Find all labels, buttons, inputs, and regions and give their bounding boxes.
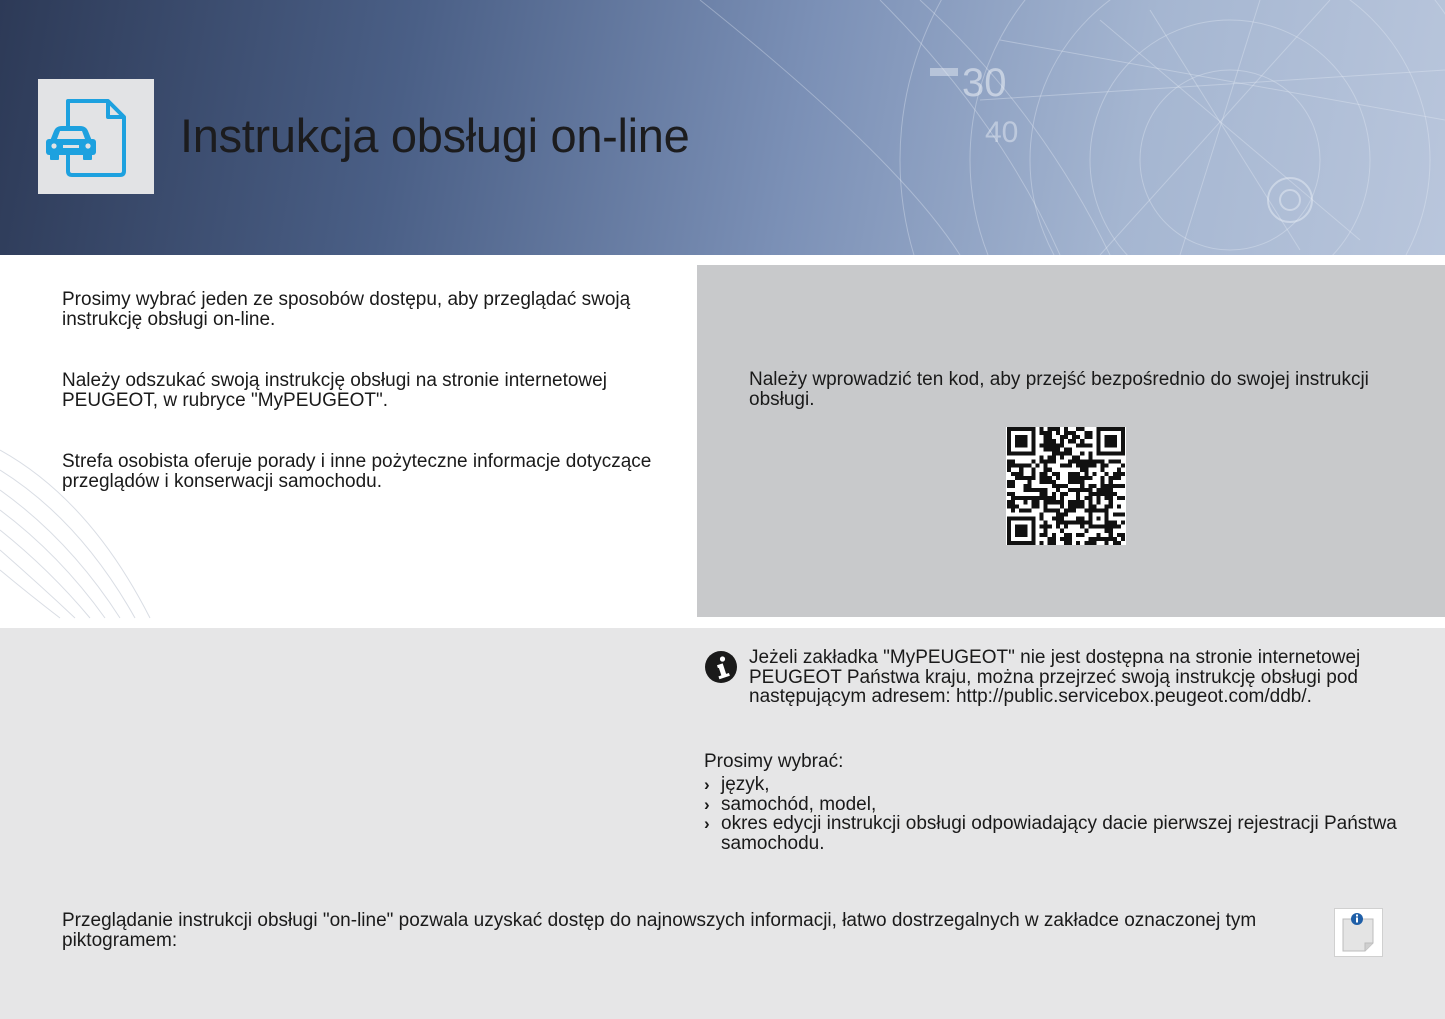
list-item-label: samochód, model, xyxy=(721,793,877,815)
info-page-pictogram-icon xyxy=(1335,909,1382,956)
chevron-right-icon: › xyxy=(704,775,710,794)
info-text: Jeżeli zakładka "MyPEUGEOT" nie jest dostępna na stronie internetowej PEUGEOT Państwa kraju, można przejrzeć swoją instrukcję obsługi pod następującym adresem: http://public.servicebox.peugeot.com/ddb/. xyxy=(749,647,1361,707)
choose-list xyxy=(704,775,1404,853)
info-page-pictogram xyxy=(1334,908,1383,957)
speed-label-40: 40 xyxy=(985,116,1019,149)
qr-instruction-text: Należy wprowadzić ten kod, aby przejść bezpośrednio do swojej instrukcji obsługi. xyxy=(749,369,1369,410)
intro-paragraph: Prosimy wybrać jeden ze sposobów dostępu, aby przeglądać swoją instrukcję obsługi on-line. xyxy=(62,289,631,330)
page-title: Instrukcja obsługi on-line xyxy=(180,109,690,162)
list-item xyxy=(704,775,1404,795)
access-instructions xyxy=(62,290,672,533)
footer-text: Przeglądanie instrukcji obsługi "on-line" pozwala uzyskać dostęp do najnowszych informacji, łatwo dostrzegalnych w zakładce oznaczonej tym piktogramem: xyxy=(62,910,1257,951)
speed-label-30: 30 xyxy=(962,61,1007,105)
list-item-label: okres edycji instrukcji obsługi odpowiadający dacie pierwszej rejestracji Państwa samochodu. xyxy=(721,813,1397,854)
personal-area-paragraph: Strefa osobista oferuje porady i inne pożyteczne informacje dotyczące przeglądów i konserwacji samochodu. xyxy=(62,451,652,492)
car-document-icon xyxy=(38,79,154,194)
chevron-right-icon: › xyxy=(704,794,710,814)
header-banner xyxy=(0,0,1445,255)
website-paragraph: Należy odszukać swoją instrukcję obsługi na stronie internetowej PEUGEOT, w rubryce "MyPEUGEOT". xyxy=(62,370,607,411)
qr-code[interactable] xyxy=(1006,427,1126,545)
choose-title: Prosimy wybrać: xyxy=(704,751,844,772)
chevron-right-icon: › xyxy=(704,814,710,833)
list-item xyxy=(704,814,1404,853)
qr-panel xyxy=(697,265,1445,617)
list-item-label: język, xyxy=(721,774,770,795)
car-document-icon-box xyxy=(38,79,154,194)
info-icon xyxy=(704,650,738,684)
list-item xyxy=(704,795,1404,815)
